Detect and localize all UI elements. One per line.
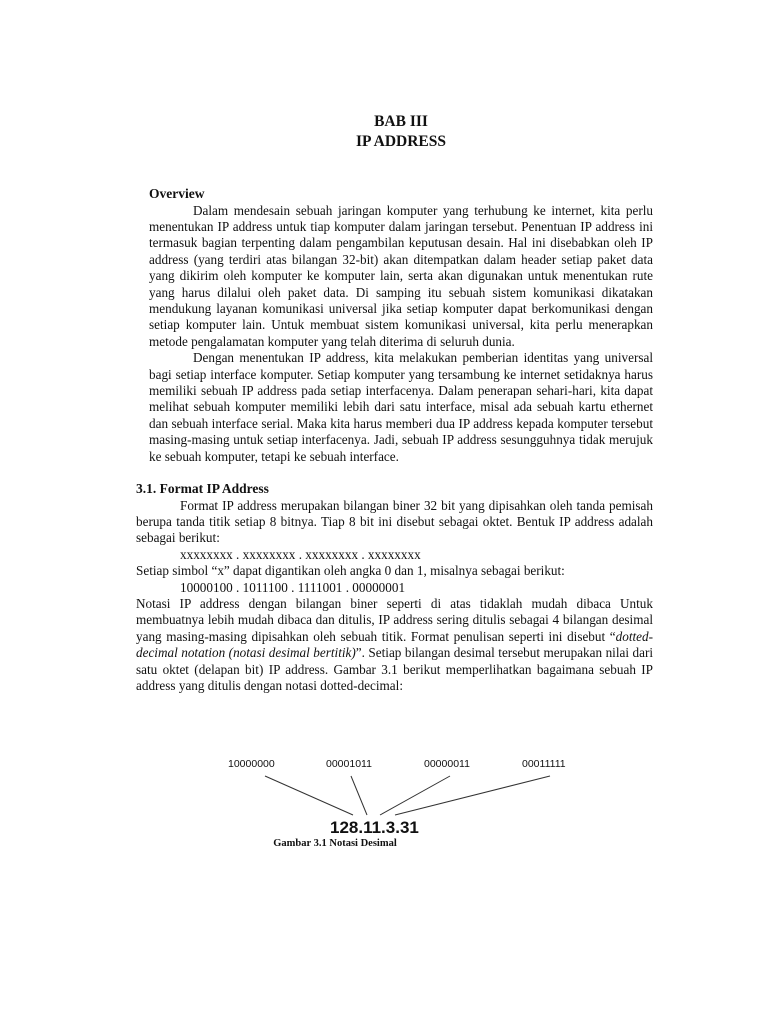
ip-format-template: xxxxxxxx . xxxxxxxx . xxxxxxxx . xxxxxxxx	[180, 546, 421, 562]
figure-caption: Gambar 3.1 Notasi Desimal	[273, 838, 397, 849]
dotted-decimal-diagram	[220, 752, 566, 838]
section-3-1-paragraph-1: Format IP address merupakan bilangan biner 32 bit yang dipisahkan oleh tanda pemisah berupa tanda titik setiap 8 bitnya. Tiap 8 bit ini disebut sebagai oktet. Bentuk IP address adalah sebagai berikut:	[136, 497, 653, 546]
octet-1-binary: 10000000	[228, 758, 275, 770]
ip-binary-example: 10000100 . 1011100 . 1111001 . 00000001	[180, 579, 406, 595]
connector-line-2	[351, 776, 367, 815]
document-body	[136, 112, 654, 694]
section-3-1	[136, 481, 653, 694]
overview-heading: Overview	[149, 186, 205, 201]
paragraph-3-text-before: Notasi IP address dengan bilangan biner seperti di atas tidaklah mudah dibaca Untuk membuatnya lebih mudah dibaca dan ditulis, IP address sering ditulis sebagai 4 bilangan desimal yang masing-masing dipisahkan oleh sebuah titik. Format penulisan seperti ini disebut “	[136, 595, 653, 644]
dotted-decimal-result: 128.11.3.31	[330, 818, 419, 837]
figure-dotted-decimal	[220, 752, 566, 852]
section-3-1-paragraph-2: Setiap simbol “x” dapat digantikan oleh angka 0 dan 1, misalnya sebagai berikut:	[136, 563, 565, 579]
connector-line-3	[380, 776, 450, 815]
overview-paragraph-2: Dengan menentukan IP address, kita melakukan pemberian identitas yang universal bagi setiap interface komputer. Setiap komputer yang tersambung ke internet setidaknya harus memiliki sebuah IP address pada setiap interfacenya. Dalam penerapan sehari-hari, kita dapat melihat sebuah komputer memiliki lebih dari satu interface, misal ada sebuah kartu ethernet dan sebuah interface serial. Maka kita harus memberi dua IP address kepada komputer tersebut masing-masing untuk setiap interfacenya. Jadi, sebuah IP address sesungguhnya tidak merujuk ke sebuah komputer, tetapi ke sebuah interface.	[149, 350, 653, 464]
section-3-1-heading: 3.1. Format IP Address	[136, 481, 269, 496]
dotted-decimal-term: dotted-decimal notation (notasi desimal bertitik)	[136, 628, 653, 661]
chapter-title: IP ADDRESS	[355, 133, 447, 150]
octet-4-binary: 00011111	[522, 758, 566, 770]
octet-3-binary: 00000011	[424, 758, 470, 770]
octet-2-binary: 00001011	[326, 758, 372, 770]
section-3-1-paragraph-3	[136, 596, 653, 694]
connector-line-4	[395, 776, 550, 815]
chapter-number: BAB III	[374, 113, 428, 130]
paragraph-3-text-after: ”. Setiap bilangan desimal tersebut merupakan nilai dari satu oktet (delapan bit) IP address. Gambar 3.1 berikut memperlihatkan bagaimana sebuah IP address yang ditulis dengan notasi dotted-decimal:	[136, 645, 654, 693]
connector-line-1	[265, 776, 353, 815]
overview-paragraph-1: Dalam mendesain sebuah jaringan komputer yang terhubung ke internet, kita perlu menentukan IP address untuk tiap komputer dalam jaringan tersebut. Penentuan IP address ini termasuk bagian terpenting dalam pengambilan keputusan desain. Hal ini disebabkan oleh IP address (yang terdiri atas bilangan 32-bit) akan ditempatkan dalam header setiap paket data yang dikirim oleh komputer ke komputer lain, serta akan digunakan untuk menentukan rute yang harus dilalui oleh paket data. Di samping itu sebuah sistem komunikasi dikatakan mendukung layanan komunikasi universal jika setiap komputer dapat berkomunikasi dengan setiap komputer lain. Untuk membuat sistem komunikasi universal, kita perlu menerapkan metode pengalamatan komputer yang telah diterima di seluruh dunia.	[149, 202, 653, 349]
